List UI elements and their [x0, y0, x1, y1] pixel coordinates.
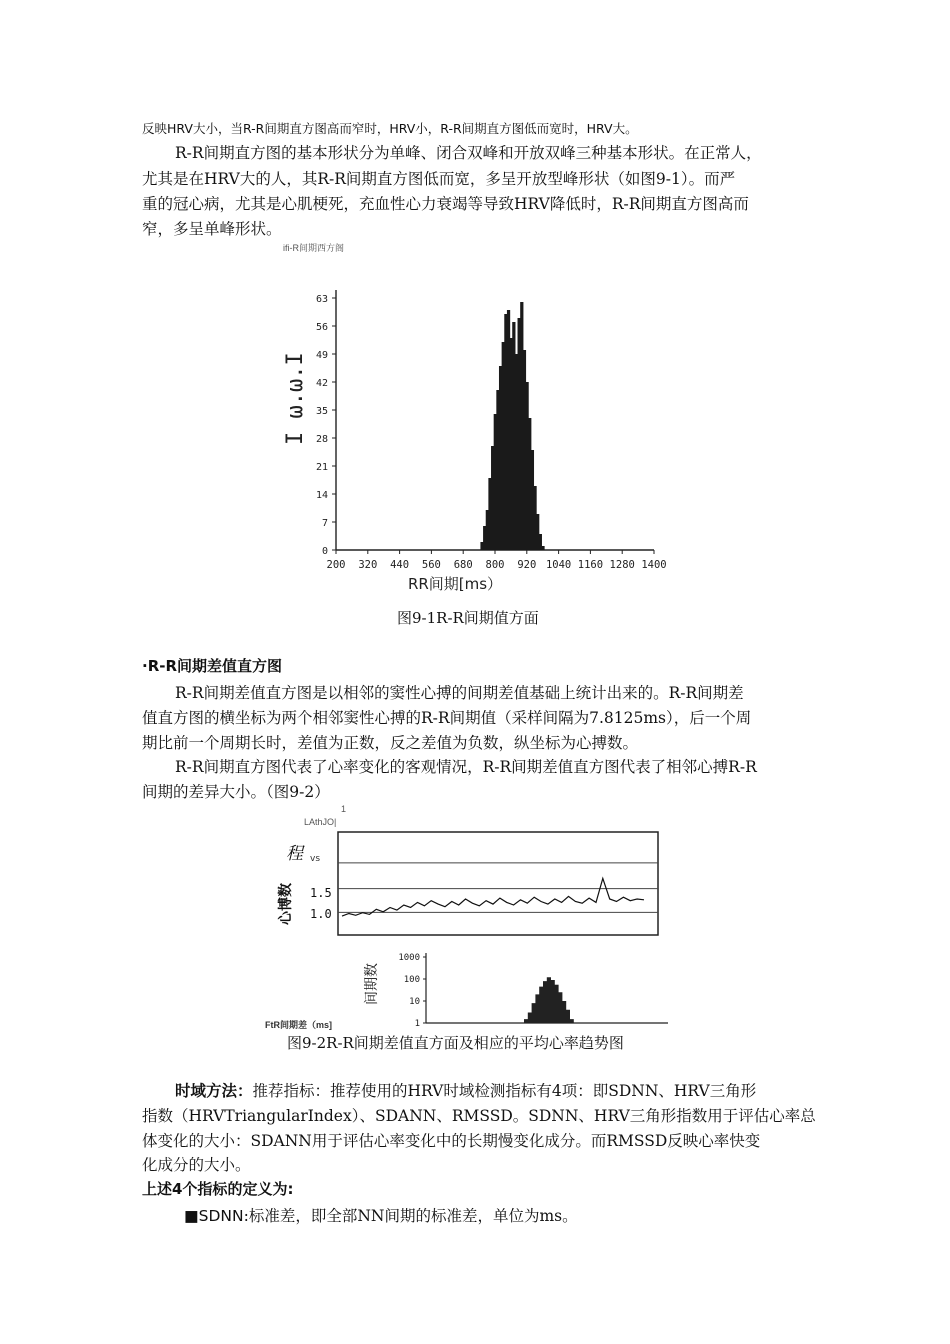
hist1-xlabel: RR间期[ms） — [407, 575, 503, 593]
section3-line-1 — [175, 1078, 756, 1104]
hist1-x-tick-label: 1280 — [609, 559, 635, 571]
diff-bar — [539, 987, 543, 1023]
hist1-x-tick-label: 920 — [517, 559, 537, 571]
hist1-x-tick-label: 800 — [485, 559, 505, 571]
section2-para2-line-1: R-R间期直方图代表了心率变化的客观情况，R-R间期差值直方图代表了相邻心搏R-R — [175, 758, 757, 776]
hist1-x-tick-label: 200 — [326, 559, 346, 571]
rr-diff-figure — [270, 825, 670, 1040]
section2-para1-line-3: 期比前一个周期长时，差值为正数，反之差值为负数，纵坐标为心搏数。 — [142, 734, 639, 752]
diff-bar — [535, 994, 539, 1023]
hist1-y-tick-label: 0 — [321, 546, 328, 557]
trend-panel-frame — [338, 832, 658, 935]
section3-line-3: 体变化的大小：SDANN用于评估心率变化中的长期慢变化成分。而RMSSD反映心率快变 — [142, 1132, 761, 1150]
figure1-caption: 图9-1R-R间期值方面 — [397, 609, 539, 627]
top-line: 反映HRV大小，当R-R间期直方图高而窄时，HRV小，R-R间期直方图低而宽时，HRV大。 — [142, 121, 638, 136]
diff-bar — [562, 1001, 566, 1023]
hist1-x-tick-label: 1400 — [641, 559, 667, 571]
rr-histogram-chart — [270, 280, 690, 600]
sdnn-term: SDNN — [198, 1207, 244, 1225]
hist1-y-tick-label: 21 — [315, 462, 328, 473]
figure1-small-title: ifi-R间期西方阁 — [283, 243, 344, 253]
diff-y-tick-label: 10 — [409, 997, 420, 1007]
hist1-x-tick-label: 440 — [390, 559, 410, 571]
trend-vs-label: vs — [310, 854, 321, 864]
hist1-y-tick-label: 14 — [315, 490, 328, 501]
section3-heading: 时域方法： — [175, 1081, 253, 1100]
hist1-y-tick-label: 7 — [321, 518, 328, 529]
trend-tick-1-0: 1.0 — [310, 907, 332, 921]
figure2-mark-1: 1 — [341, 804, 347, 814]
section3-line-4: 化成分的大小。 — [142, 1156, 251, 1174]
hist1-y-ticks — [316, 294, 336, 557]
diff-y-ticks — [398, 953, 426, 1029]
section2-heading: ·R-R间期差值直方图 — [142, 657, 283, 675]
hist1-y-tick-label: 56 — [315, 322, 328, 333]
para1-line-1: R-R间期直方图的基本形状分为单峰、闭合双峰和开放双峰三种基本形状。在正常人， — [175, 144, 762, 162]
sdnn-definition: :标准差，即全部NN间期的标准差，单位为ms。 — [243, 1207, 578, 1225]
para1-line-2: 尤其是在HRV大的人，其R-R间期直方图低而宽，多呈开放型峰形状（如图9-1）。而严 — [142, 170, 736, 188]
diff-bar — [524, 1019, 528, 1023]
hist1-x-tick-label: 1160 — [577, 559, 604, 571]
diff-y-tick-label: 1 — [414, 1019, 420, 1029]
trend-tick-1-5: 1.5 — [310, 886, 332, 900]
diff-y-tick-label: 1000 — [398, 953, 420, 963]
section2-para2-line-2: 间期的差异大小。（图9-2） — [142, 783, 330, 801]
diff-bar — [547, 977, 551, 1023]
hist1-x-tick-label: 1040 — [545, 559, 572, 571]
hist1-y-tick-label: 28 — [315, 434, 328, 445]
diff-bar — [543, 981, 547, 1023]
diff-bar — [570, 1019, 574, 1023]
hist1-x-tick-label: 560 — [421, 559, 441, 571]
diff-bars — [524, 977, 574, 1023]
hist1-x-tick-label: 680 — [453, 559, 473, 571]
hist1-x-ticks — [327, 550, 667, 571]
hist1-y-tick-label: 63 — [315, 294, 328, 305]
hist1-bar — [541, 546, 544, 550]
diff-bar — [554, 985, 558, 1023]
section2-para1-line-2: 值直方图的横坐标为两个相邻窦性心搏的R-R间期值（采样间隔为7.8125ms），后一个周 — [142, 709, 752, 727]
hist1-y-tick-label: 49 — [315, 350, 328, 361]
hist1-ylabel: I ω.ω.I — [283, 352, 308, 445]
sdnn-item — [184, 1203, 578, 1229]
bullet-square-icon: ■ — [184, 1207, 199, 1225]
diff-bar — [532, 1003, 536, 1023]
section3-line-2: 指数（HRVTriangularIndex）、SDANN、RMSSD。SDNN、HRV三角形指数用于评估心率总 — [142, 1107, 816, 1125]
diff-y-tick-label: 100 — [403, 975, 420, 985]
diff-ylabel: 间期数 — [364, 963, 380, 1005]
hist1-y-tick-label: 35 — [315, 406, 328, 417]
diff-bar — [528, 1013, 532, 1023]
figure2-bottom-label: FtR间期差（ms] — [265, 1020, 332, 1030]
diff-bar — [558, 992, 562, 1023]
section3-line-1-text: 推荐指标：推荐使用的HRV时域检测指标有4项：即SDNN、HRV三角形 — [252, 1082, 757, 1100]
trend-cheng-label: 程 — [286, 844, 303, 864]
para1-line-4: 窄，多呈单峰形状。 — [142, 220, 282, 238]
section3-subheading: 上述4个指标的定义为: — [142, 1180, 294, 1198]
trend-ylabel: 心博数 — [278, 883, 294, 925]
diff-bar — [551, 980, 555, 1023]
para1-line-3: 重的冠心病，尤其是心肌梗死，充血性心力衰竭等导致HRV降低时，R-R间期直方图高而 — [142, 195, 749, 213]
hist1-x-tick-label: 320 — [358, 559, 378, 571]
section2-para1-line-1: R-R间期差值直方图是以相邻的窦性心搏的间期差值基础上统计出来的。R-R间期差 — [175, 684, 744, 702]
diff-bar — [566, 1010, 570, 1023]
figure2-lathjo-label: LAthJO| — [304, 817, 337, 827]
hist1-y-tick-label: 42 — [315, 378, 328, 389]
figure2-caption: 图9-2R-R间期差值直方面及相应的平均心率趋势图 — [287, 1034, 624, 1052]
hist1-bars — [480, 302, 544, 550]
